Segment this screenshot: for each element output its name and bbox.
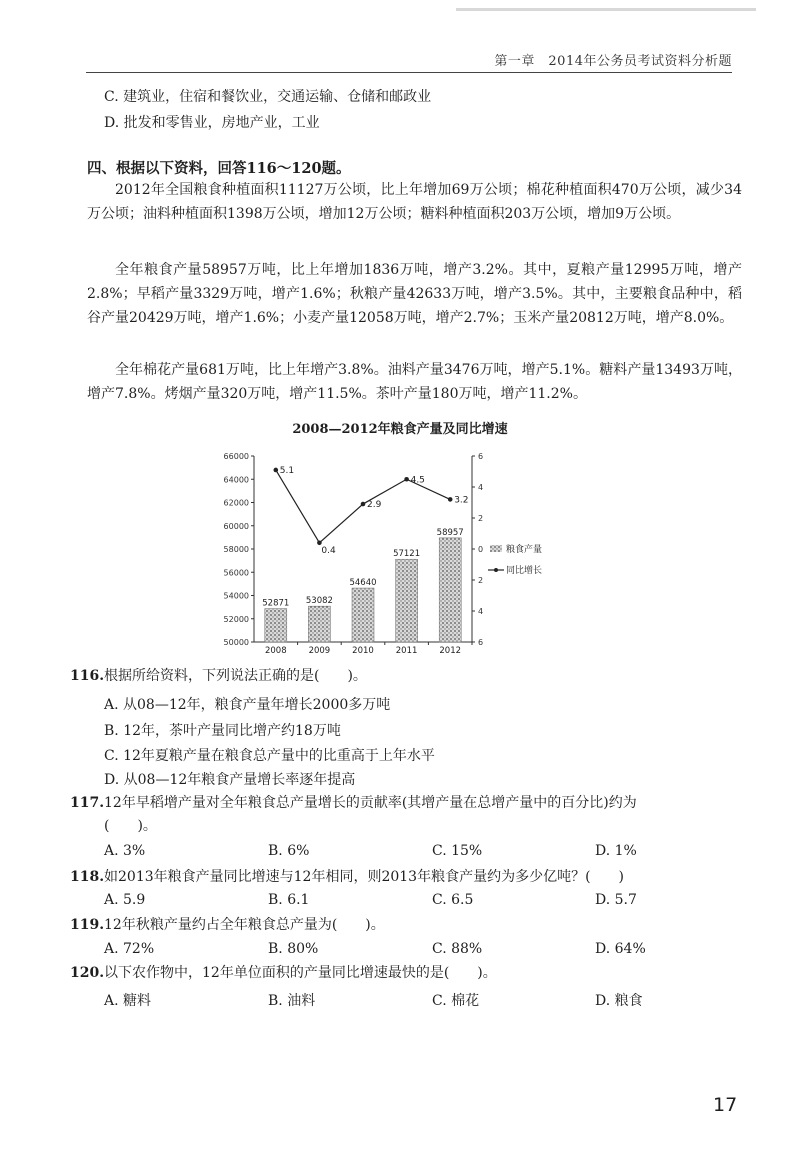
question-number: 118.: [70, 869, 105, 885]
left-tick-label: 50000: [223, 638, 249, 647]
left-tick-label: 52000: [223, 614, 249, 624]
left-tick-label: 64000: [223, 475, 249, 485]
question-stem: 12年早稻增产量对全年粮食总产量增长的贡献率(其增产量在总增产量中的百分比)约为: [104, 795, 637, 811]
paragraph-yield: 全年粮食产量58957万吨，比上年增加1836万吨，增产3.2%。其中，夏粮产量12995万吨，增产2.8%；早稻产量3329万吨，增产1.6%；秋粮产量42633万吨，增产3.5%。其中，主要粮食品种中，稻谷产量20429万吨，增产1.6%；小麦产量12058万吨，增产2.7%；玉米产量20812万吨，增产8.0%。: [87, 262, 742, 326]
bar-2008: [265, 609, 287, 642]
header-rule: [86, 72, 732, 73]
question-number: 116.: [70, 668, 105, 684]
bar-label: 52871: [262, 598, 290, 609]
paragraph-area: 2012年全国粮食种植面积11127万公顷，比上年增加69万公顷；棉花种植面积470万公顷，减少34万公顷；油料种植面积1398万公顷，增加12万公顷；糖料种植面积203万公顷，增加9万公顷。: [87, 182, 742, 222]
option: C. 棉花: [432, 993, 480, 1009]
growth-label: 5.1: [279, 465, 295, 476]
left-tick-label: 54000: [223, 591, 249, 601]
question-number: 117.: [70, 795, 105, 811]
right-tick-label: 0: [478, 545, 484, 554]
bar-label: 53082: [305, 596, 333, 607]
right-tick-label: 6: [478, 638, 484, 647]
left-tick-label: 56000: [223, 568, 249, 578]
growth-point-2009: [317, 541, 322, 546]
x-tick-label: 2009: [308, 646, 331, 656]
growth-point-2008: [274, 468, 279, 473]
option: A. 糖料: [104, 993, 152, 1009]
bar-2010: [352, 588, 374, 642]
left-tick-label: 58000: [223, 545, 249, 554]
left-tick-label: 60000: [223, 521, 249, 531]
question-number: 120.: [70, 965, 105, 981]
question-stem: 根据所给资料，下列说法正确的是( )。: [104, 668, 367, 684]
bar-2011: [396, 559, 418, 642]
option: B. 6.1: [268, 892, 310, 908]
x-tick-label: 2010: [352, 646, 374, 656]
legend-line-marker: [494, 568, 498, 572]
growth-point-2012: [448, 497, 453, 502]
option: C. 88%: [432, 941, 483, 957]
option: A. 72%: [104, 941, 155, 957]
question-stem: 如2013年粮食产量同比增速与12年相同，则2013年粮食产量约为多少亿吨？( ): [104, 869, 624, 885]
option: B. 油料: [268, 993, 316, 1009]
legend-bar-swatch: [490, 545, 502, 552]
option: C. 15%: [432, 843, 483, 859]
running-header: 第一章 2014年公务员考试资料分析题: [494, 54, 732, 69]
growth-label: 2.9: [367, 500, 382, 511]
bar-2009: [308, 606, 330, 642]
option: C. 12年夏粮产量在粮食总产量中的比重高于上年水平: [104, 748, 435, 764]
paragraph-cash-crops: 全年棉花产量681万吨，比上年增产3.8%。油料产量3476万吨，增产5.1%。糖料产量13493万吨，增产7.8%。烤烟产量320万吨，增产11.5%。茶叶产量180万吨，增产11.2%。: [87, 362, 742, 402]
left-tick-label: 66000: [223, 452, 249, 461]
x-tick-label: 2012: [439, 646, 462, 656]
legend-line-label: 同比增长: [506, 566, 543, 576]
growth-label: 3.2: [454, 495, 469, 506]
right-tick-label: 4: [478, 483, 484, 492]
right-tick-label: 2: [478, 514, 484, 523]
growth-point-2011: [404, 477, 409, 482]
right-tick-label: 6: [478, 452, 484, 461]
option: D. 1%: [595, 843, 637, 859]
option: A. 从08—12年，粮食产量年增长2000多万吨: [104, 697, 391, 713]
option: A. 3%: [104, 843, 146, 859]
question-number: 119.: [70, 917, 105, 933]
growth-label: 4.5: [410, 475, 425, 486]
option: B. 80%: [268, 941, 319, 957]
option: A. 5.9: [104, 892, 146, 908]
x-tick-label: 2011: [395, 646, 418, 656]
prev-option-c: C. 建筑业，住宿和餐饮业，交通运输、仓储和邮政业: [104, 89, 432, 105]
option: C. 6.5: [432, 892, 474, 908]
option: D. 5.7: [595, 892, 637, 908]
right-tick-label: 2: [478, 576, 484, 585]
option: D. 粮食: [595, 993, 643, 1009]
growth-point-2010: [361, 502, 366, 507]
option: D. 从08—12年粮食产量增长率逐年提高: [104, 772, 356, 788]
question-stem: 以下农作物中，12年单位面积的产量同比增速最快的是( )。: [104, 965, 497, 981]
section-title: 四、根据以下资料，回答116～120题。: [87, 160, 351, 177]
growth-label: 0.4: [321, 545, 336, 556]
bar-label: 58957: [436, 527, 464, 538]
prev-option-d: D. 批发和零售业，房地产业，工业: [104, 115, 320, 131]
x-tick-label: 2008: [264, 646, 287, 656]
page-number: 17: [713, 1094, 738, 1116]
option: B. 12年，茶叶产量同比增产约18万吨: [104, 723, 341, 739]
bar-2012: [439, 538, 461, 642]
option: D. 64%: [595, 941, 646, 957]
bar-label: 54640: [349, 578, 377, 589]
question-stem: 12年秋粮产量约占全年粮食总产量为( )。: [104, 917, 385, 933]
legend-bar-label: 粮食产量: [506, 545, 543, 555]
chart-title: 2008—2012年粮食产量及同比增速: [292, 422, 508, 437]
grain-chart: [210, 446, 600, 662]
bar-label: 57121: [393, 549, 421, 560]
question-stem-cont: ( )。: [104, 818, 157, 834]
scan-artifact: [456, 8, 756, 11]
option: B. 6%: [268, 843, 310, 859]
right-tick-label: 4: [478, 607, 484, 616]
left-tick-label: 62000: [223, 498, 249, 508]
